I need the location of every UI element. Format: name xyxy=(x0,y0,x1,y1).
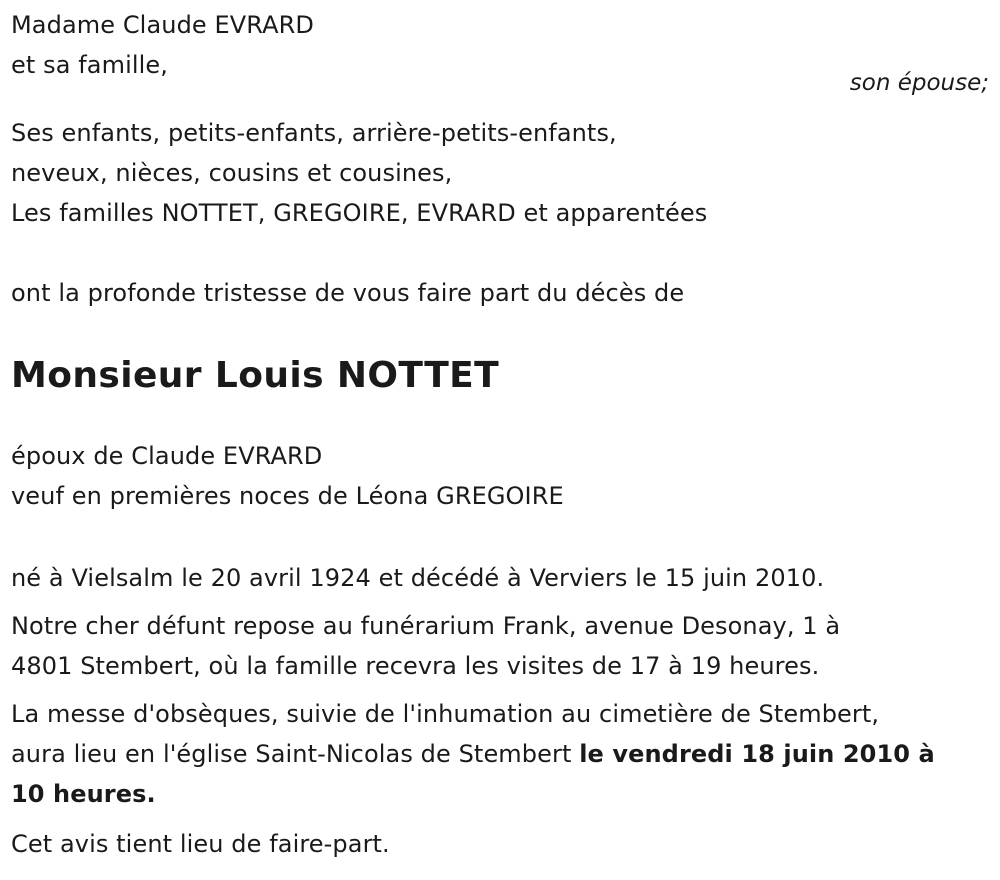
service-church: aura lieu en l'église Saint-Nicolas de Stembert xyxy=(11,740,580,768)
spouse-block xyxy=(11,5,989,96)
funerarium-line-1: Notre cher défunt repose au funérarium Frank, avenue Desonay, 1 à xyxy=(11,612,841,640)
closing-block xyxy=(11,824,989,864)
family-line-relatives: neveux, nièces, cousins et cousines, xyxy=(11,159,453,187)
relation-widower: veuf en premières noces de Léona GREGOIRE xyxy=(11,482,564,510)
obituary-notice xyxy=(11,0,989,864)
family-line-families: Les familles NOTTET, GREGOIRE, EVRARD et apparentées xyxy=(11,199,708,227)
service-line-2 xyxy=(11,734,989,774)
spouse-name: Madame Claude EVRARD xyxy=(11,11,314,39)
service-date: le vendredi 18 juin 2010 à xyxy=(579,740,935,768)
birth-death-block xyxy=(11,558,989,598)
relation-spouse: époux de Claude EVRARD xyxy=(11,442,323,470)
birth-death-text: né à Vielsalm le 20 avril 1924 et décédé à Verviers le 15 juin 2010. xyxy=(11,564,825,592)
deceased-name: Monsieur Louis NOTTET xyxy=(11,355,500,396)
relations-block xyxy=(11,436,989,516)
funerarium-line-2: 4801 Stembert, où la famille recevra les visites de 17 à 19 heures. xyxy=(11,652,820,680)
spouse-family: et sa famille, xyxy=(11,51,168,79)
service-line-1: La messe d'obsèques, suivie de l'inhumation au cimetière de Stembert, xyxy=(11,700,880,728)
service-block xyxy=(11,694,989,814)
spouse-role: son épouse; xyxy=(849,70,989,96)
closing-text: Cet avis tient lieu de faire-part. xyxy=(11,830,390,858)
announcement-intro xyxy=(11,273,989,313)
intro-text: ont la profonde tristesse de vous faire part du décès de xyxy=(11,279,685,307)
funerarium-block xyxy=(11,606,989,686)
service-time: 10 heures. xyxy=(11,780,156,808)
family-block xyxy=(11,113,989,233)
family-line-children: Ses enfants, petits-enfants, arrière-petits-enfants, xyxy=(11,119,617,147)
